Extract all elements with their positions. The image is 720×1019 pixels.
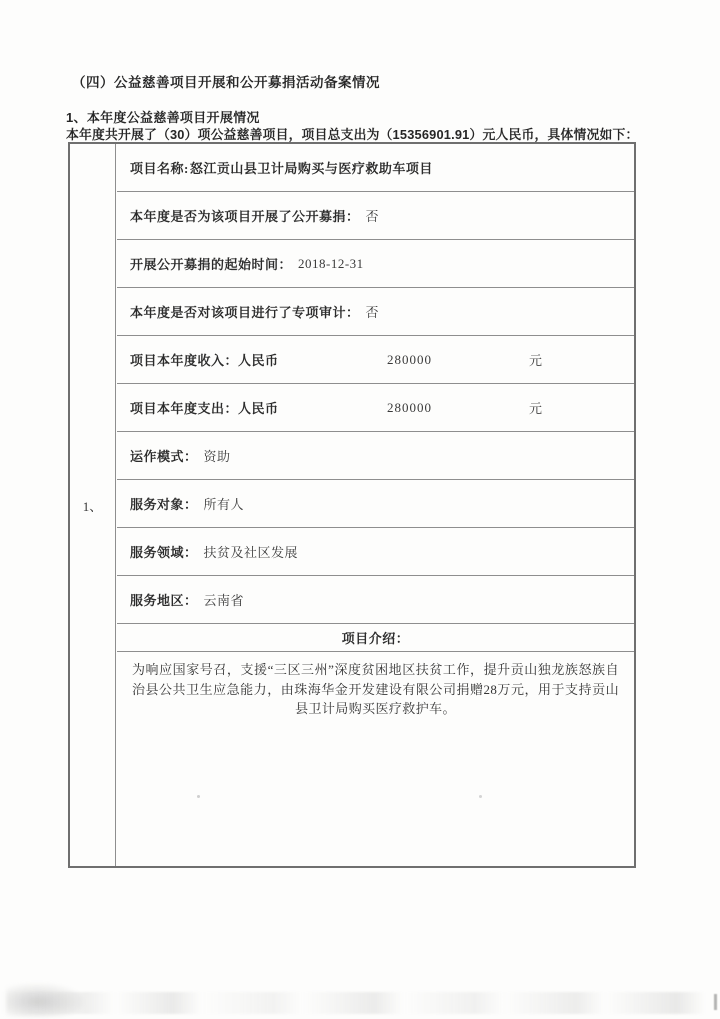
- row-label: 服务地区：: [130, 593, 198, 608]
- summary-line: 本年度共开展了（30）项公益慈善项目，项目总支出为（15356901.91）元人民币，具体情况如下：: [66, 127, 639, 142]
- table-row-intro-text: [117, 652, 634, 866]
- intro-heading: 项目介绍：: [341, 631, 410, 646]
- row-value: 云南省: [203, 593, 245, 608]
- row-label: 服务对象：: [130, 497, 198, 512]
- project-index-cell: [70, 144, 116, 866]
- table-row-operation-mode: [117, 432, 634, 480]
- table-row-public-fundraising: [117, 192, 634, 240]
- row-label: 本年度是否对该项目进行了专项审计：: [130, 305, 360, 320]
- row-label: 服务领域：: [130, 545, 198, 560]
- project-table-rows: [117, 144, 634, 866]
- table-row-service-region: [117, 576, 634, 624]
- scan-smudge-artifact: [6, 983, 84, 1017]
- table-row-project-name: [117, 144, 634, 192]
- income-unit: 元: [529, 353, 543, 368]
- table-row-service-target: [117, 480, 634, 528]
- row-label: 项目本年度收入：人民币: [130, 353, 279, 368]
- expense-amount: 280000: [387, 399, 432, 415]
- table-row-service-field: [117, 528, 634, 576]
- table-row-special-audit: [117, 288, 634, 336]
- scan-noise-artifact: [0, 992, 720, 1014]
- project-index-label: 1、: [82, 498, 103, 514]
- row-label: 开展公开募捐的起始时间：: [130, 257, 293, 272]
- expense-unit: 元: [529, 401, 543, 416]
- row-value: 所有人: [203, 497, 245, 512]
- section-heading: （四）公益慈善项目开展和公开募捐活动备案情况: [72, 75, 380, 90]
- row-label: 项目本年度支出：人民币: [130, 401, 279, 416]
- table-row-intro-header: [117, 624, 634, 652]
- intro-text: 为响应国家号召，支援“三区三州”深度贫困地区扶贫工作，提升贡山独龙族怒族自治县公共卫生应急能力，由珠海华金开发建设有限公司捐赠28万元，用于支持贡山县卫计局购买医疗救护车。: [132, 662, 619, 716]
- row-value: 2018-12-31: [298, 255, 364, 271]
- row-value: 怒江贡山县卫计局购买与医疗救助车项目: [189, 161, 433, 176]
- row-label: 运作模式：: [130, 449, 198, 464]
- scan-edge-artifact: [714, 994, 717, 1010]
- row-value: 否: [365, 209, 380, 224]
- row-label: 项目名称:: [130, 161, 189, 176]
- income-amount: 280000: [387, 351, 432, 367]
- row-value: 否: [365, 305, 380, 320]
- row-value: 扶贫及社区发展: [203, 545, 299, 560]
- table-row-annual-expense: [117, 384, 634, 432]
- table-row-fundraising-start-date: [117, 240, 634, 288]
- row-value: 资助: [203, 449, 231, 464]
- row-label: 本年度是否为该项目开展了公开募捐：: [130, 209, 360, 224]
- subsection-heading: 1、本年度公益慈善项目开展情况: [66, 110, 260, 125]
- project-table: [68, 142, 636, 868]
- table-row-annual-income: [117, 336, 634, 384]
